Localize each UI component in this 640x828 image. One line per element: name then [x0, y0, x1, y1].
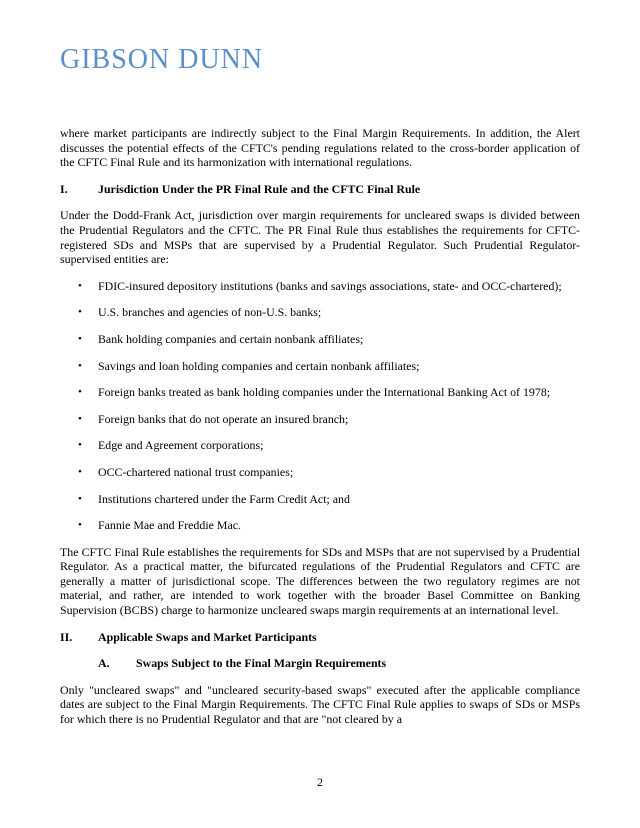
- list-item: • Edge and Agreement corporations;: [78, 438, 264, 453]
- section-number: II.: [60, 629, 73, 644]
- subsection-number: A.: [98, 656, 110, 671]
- subsection-title: Swaps Subject to the Final Margin Requirements: [136, 656, 387, 671]
- page-number: 2: [317, 775, 323, 789]
- bullet-icon: •: [78, 492, 82, 505]
- section-title: Applicable Swaps and Market Participants: [98, 629, 317, 644]
- bullet-icon: •: [78, 439, 82, 452]
- bullet-icon: •: [78, 412, 82, 425]
- bullet-icon: •: [78, 386, 82, 399]
- entity-list: [60, 279, 580, 533]
- section-heading-2: [60, 630, 580, 645]
- subsection-a-paragraph: Only "uncleared swaps" and "uncleared security-based swaps" executed after the applicable compliance dates are subject to the Final Margin Requirements. The CFTC Final Rule applies to swaps of SDs or MSPs for which there is no Prudential Regulator and that are "not cleared by a: [60, 682, 580, 727]
- list-item: • OCC-chartered national trust companies;: [78, 464, 294, 479]
- list-item: • Institutions chartered under the Farm Credit Act; and: [78, 491, 350, 506]
- bullet-icon: •: [78, 519, 82, 532]
- bullet-icon: •: [78, 359, 82, 372]
- list-item: • Savings and loan holding companies and certain nonbank affiliates;: [78, 358, 420, 373]
- section-heading-1: [60, 182, 580, 197]
- bullet-icon: •: [78, 306, 82, 319]
- list-item: • Foreign banks treated as bank holding companies under the International Banking Act of 1978;: [78, 385, 551, 400]
- intro-paragraph: where market participants are indirectly subject to the Final Margin Requirements. In addition, the Alert discusses the potential effects of the CFTC's pending regulations related to the cross-border application of the CFTC Final Rule and its harmonization with international regulations.: [60, 126, 580, 170]
- list-item: • Foreign banks that do not operate an insured branch;: [78, 411, 349, 426]
- list-item: • FDIC-insured depository institutions (banks and savings associations, state- and OCC-chartered);: [78, 278, 562, 293]
- section-1-closing-paragraph: The CFTC Final Rule establishes the requirements for SDs and MSPs that are not supervised by a Prudential Regulator. As a practical matter, the bifurcated regulations of the Prudential Regulators and CFTC are generally a matter of jurisdictional scope. The differences between the two regulatory regimes are not material, and rather, are intended to work together with the broader Basel Committee on Banking Supervision (BCBS) charge to harmonize uncleared swaps margin requirements at an international level.: [60, 544, 580, 618]
- bullet-icon: •: [78, 279, 82, 292]
- bullet-icon: •: [78, 465, 82, 478]
- list-item: • U.S. branches and agencies of non-U.S. banks;: [78, 305, 322, 320]
- section-number: I.: [60, 181, 68, 196]
- section-title: Jurisdiction Under the PR Final Rule and the CFTC Final Rule: [98, 181, 421, 196]
- document-body: [60, 126, 580, 727]
- section-1-paragraph: Under the Dodd-Frank Act, jurisdiction over margin requirements for uncleared swaps is divided between the Prudential Regulators and the CFTC. The PR Final Rule thus establishes the requirements for CFTC-registered SDs and MSPs that are supervised by a Prudential Regulator. Such Prudential Regulator-supervised entities are:: [60, 208, 580, 267]
- subsection-heading-a: [98, 656, 580, 671]
- firm-logo: GIBSON DUNN: [60, 44, 264, 75]
- list-item: • Bank holding companies and certain nonbank affiliates;: [78, 331, 364, 346]
- bullet-icon: •: [78, 332, 82, 345]
- list-item: • Fannie Mae and Freddie Mac.: [78, 518, 241, 533]
